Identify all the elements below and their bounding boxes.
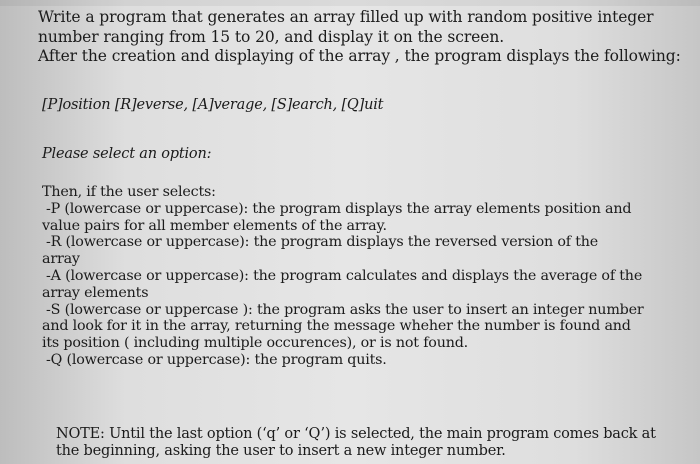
details-lead: Then, if the user selects: <box>42 184 216 200</box>
option-s-line-3: its position ( including multiple occurences), or is not found. <box>42 335 469 352</box>
option-p-line-1: -P (lowercase or uppercase): the program displays the array elements position and <box>46 200 632 217</box>
option-r-line-2: array <box>42 251 80 268</box>
photo-shadow <box>0 0 700 6</box>
menu-options-line: [P]osition [R]everse, [A]verage, [S]earch, [Q]uit <box>42 97 384 113</box>
option-s-line-2: and look for it in the array, returning the message wheher the number is found and <box>42 318 631 335</box>
option-a-line-1: -A (lowercase or uppercase): the program calculates and displays the average of the <box>46 267 643 284</box>
option-a-line-2: array elements <box>42 284 149 301</box>
note-line-1: NOTE: Until the last option (‘q’ or ‘Q’) is selected, the main program comes back at <box>56 426 656 442</box>
intro-line-2: number ranging from 15 to 20, and display it on the screen. <box>38 27 505 46</box>
option-q-line-1: -Q (lowercase or uppercase): the program quits. <box>46 351 387 368</box>
select-option-prompt: Please select an option: <box>42 146 212 162</box>
note-line-2: the beginning, asking the user to insert a new integer number. <box>56 443 506 459</box>
intro-paragraph <box>38 8 686 67</box>
option-p-line-2: value pairs for all member elements of the array. <box>42 217 387 234</box>
option-details <box>42 184 686 369</box>
option-s-line-1: -S (lowercase or uppercase ): the program asks the user to insert an integer number <box>46 301 644 318</box>
note-paragraph <box>56 426 686 460</box>
intro-line-1: Write a program that generates an array filled up with random positive integer <box>38 8 654 26</box>
intro-line-3: After the creation and displaying of the array , the program displays the following: <box>38 47 681 66</box>
option-r-line-1: -R (lowercase or uppercase): the program displays the reversed version of the <box>46 234 599 251</box>
